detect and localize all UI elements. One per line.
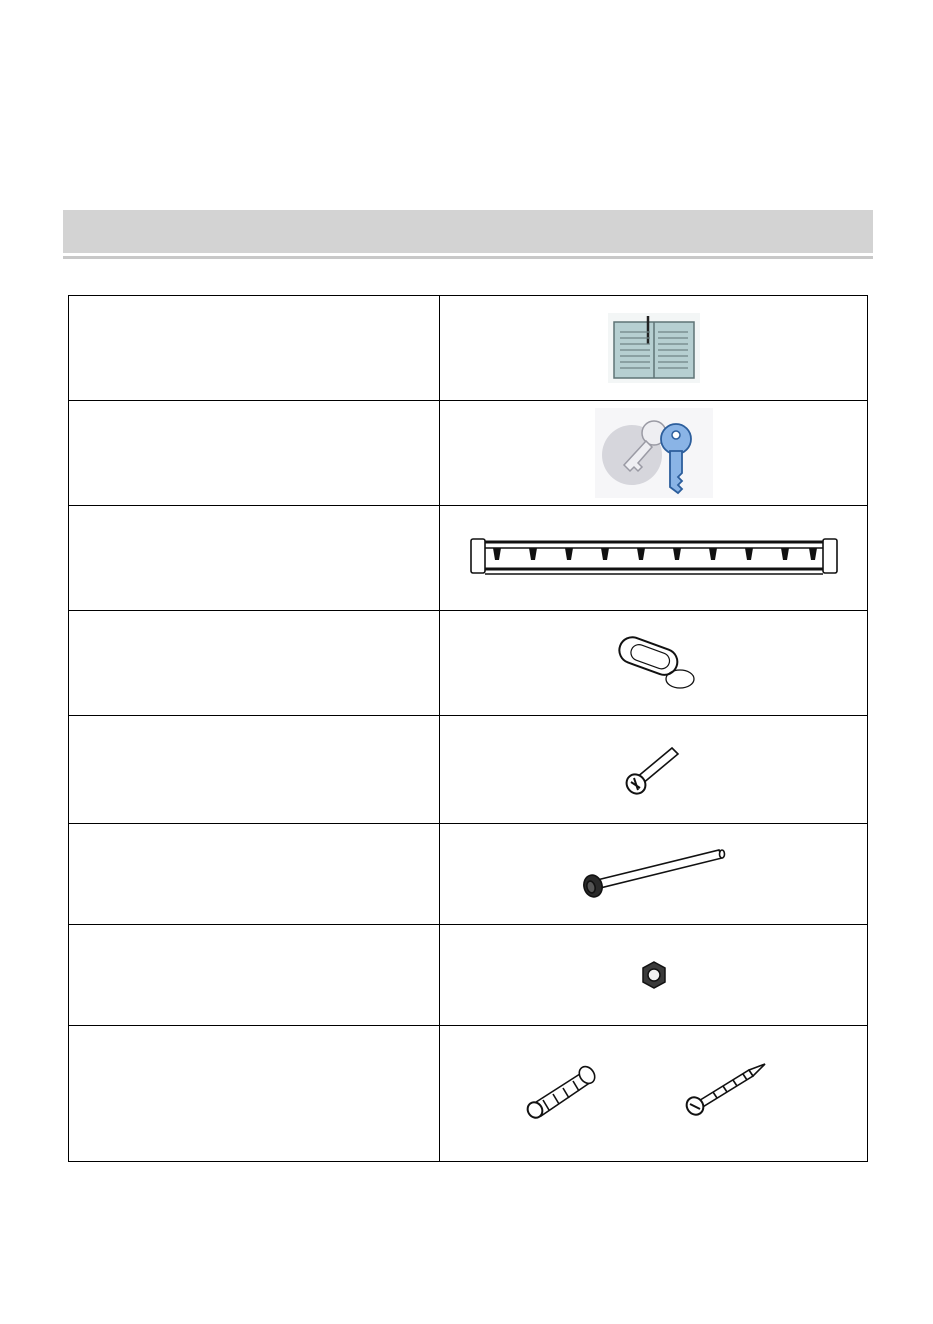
part-name-cell	[69, 611, 440, 716]
hex-nut-icon	[639, 960, 669, 990]
table-row	[69, 824, 868, 925]
table-row	[69, 401, 868, 506]
part-name-cell	[69, 925, 440, 1026]
section-divider	[63, 256, 873, 259]
part-name-cell	[69, 296, 440, 401]
part-name-cell	[69, 824, 440, 925]
part-image-cell	[440, 824, 868, 925]
table-row	[69, 611, 868, 716]
keys-icon	[594, 407, 714, 499]
wood-screw-icon	[683, 1064, 765, 1118]
key-tag-icon	[604, 633, 704, 693]
part-image-cell	[440, 611, 868, 716]
part-name-cell	[69, 716, 440, 824]
wall-anchor-and-screw-icon	[519, 1044, 789, 1144]
part-image-cell	[440, 401, 868, 506]
part-image-cell	[440, 925, 868, 1026]
table-row	[69, 1026, 868, 1162]
wall-anchor-icon	[524, 1063, 597, 1120]
parts-list-table	[68, 295, 868, 1162]
part-name-cell	[69, 506, 440, 611]
table-row	[69, 716, 868, 824]
table-row	[69, 506, 868, 611]
manual-book-icon	[607, 312, 701, 384]
table-row	[69, 925, 868, 1026]
key-hook-rail-icon	[469, 533, 839, 583]
part-image-cell	[440, 1026, 868, 1162]
section-header-bar	[63, 210, 873, 253]
part-image-cell	[440, 716, 868, 824]
table-row	[69, 296, 868, 401]
part-name-cell	[69, 401, 440, 506]
long-bolt-icon	[579, 844, 729, 904]
part-name-cell	[69, 1026, 440, 1162]
short-screw-icon	[622, 742, 686, 798]
part-image-cell	[440, 296, 868, 401]
part-image-cell	[440, 506, 868, 611]
